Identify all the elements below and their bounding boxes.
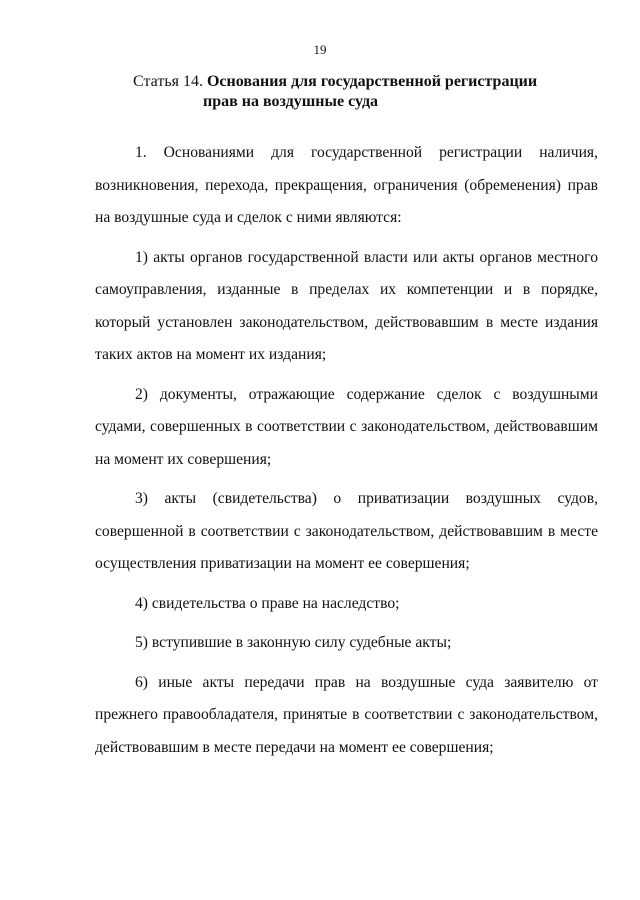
page-number: 19 <box>313 42 327 57</box>
paragraph-item-5: 5) вступившие в законную силу судебные акты; <box>135 634 452 651</box>
paragraph-item-3: 3) акты (свидетельства) о приватизации воздушных судов, совершенной в соответствии с законодательством, действовавшим в месте осуществления приватизации на момент ее совершения; <box>95 490 598 572</box>
paragraph-item-1: 1) акты органов государственной власти или акты органов местного самоуправления, изданные в пределах их компетенции и в порядке, который установлен законодательством, действовавшим в месте издания таких актов на момент их издания; <box>95 248 598 363</box>
paragraph-item-6: 6) иные акты передачи прав на воздушные суда заявителю от прежнего правообладателя, принятые в соответствии с законодательством, действовавшим в месте передачи на момент ее совершения; <box>95 673 598 756</box>
article-title-line-2: прав на воздушные суда <box>203 93 379 110</box>
paragraph-1: 1. Основаниями для государственной регистрации наличия, возникновения, перехода, прекращения, ограничения (обременения) прав на воздушные суда и сделок с ними являются: <box>95 144 598 226</box>
paragraph-item-2: 2) документы, отражающие содержание сделок с воздушными судами, совершенных в соответствии с законодательством, действовавшим на момент их совершения; <box>95 385 598 468</box>
paragraph-item-4: 4) свидетельства о праве на наследство; <box>135 594 400 612</box>
article-label: Статья 14. <box>133 73 203 90</box>
article-body <box>95 137 598 764</box>
article-heading <box>133 72 573 112</box>
article-title-line-1: Основания для государственной регистрации <box>206 73 538 90</box>
